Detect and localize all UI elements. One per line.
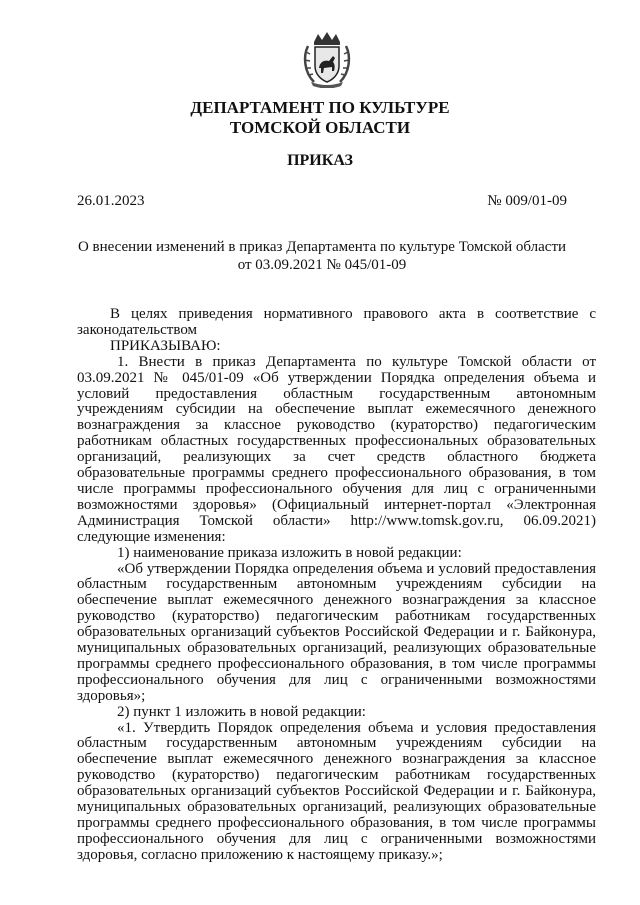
tomsk-coat-of-arms-icon (302, 30, 352, 88)
department-title-line1: ДЕПАРТАМЕНТ ПО КУЛЬТУРЕ (190, 98, 450, 117)
department-title-line2: ТОМСКОЙ ОБЛАСТИ (229, 118, 411, 137)
subitem-1-label: 1) наименование приказа изложить в новой редакции: (117, 544, 462, 561)
subitem-2-text: «1. Утвердить Порядок определения объема и условия предоставления областным государственным автономным учреждениям субсидии на обеспечение выплат ежемесячного денежного вознаграждения за классное руководство (кураторство) педагогическим работникам государственных образовательных организаций субъектов Российской Федерации и г. Байконура, муниципальных образовательных организаций, реализующих образовательные программы среднего профессионального образования, в том числе программы профессионального обучения для лиц с ограниченными возможностями здоровья, согласно приложению к настоящему приказу.»; (77, 719, 596, 863)
subitem-2-label: 2) пункт 1 изложить в новой редакции: (117, 703, 366, 720)
document-type: ПРИКАЗ (287, 152, 353, 169)
intro-paragraph: В целях приведения нормативного правового акта в соответствие с законодательством (77, 306, 596, 338)
order-number: № 009/01-09 (487, 193, 567, 209)
order-date: 26.01.2023 (77, 193, 145, 209)
order-body (77, 307, 596, 864)
subject-line2: от 03.09.2021 № 045/01-09 (237, 257, 407, 273)
subject-line1: О внесении изменений в приказ Департамента по культуре Томской области (77, 239, 567, 255)
order-word: ПРИКАЗЫВАЮ: (110, 337, 221, 354)
subitem-1-text: «Об утверждении Порядка определения объема и условий предоставления областным государственным автономным учреждениям субсидии на обеспечение выплат ежемесячного денежного вознаграждения за классное руководство (кураторство) педагогическим работникам государственных образовательных организаций субъектов Российской Федерации и г. Байконура, муниципальных образовательных организаций, реализующих образовательные программы среднего профессионального образования, в том числе программы профессионального обучения для лиц с ограниченными возможностями здоровья»; (77, 560, 596, 704)
item-1-paragraph: 1. Внести в приказ Департамента по культуре Томской области от 03.09.2021 № 045/01-09 «Об утверждении Порядка определения объема и условий предоставления областным государственным автономным учреждениям субсидии на обеспечение выплат ежемесячного денежного вознаграждения за классное руководство (кураторство) педагогическим работникам областных государственных профессиональных образовательных организаций, реализующих за счет средств областного бюджета образовательные программы среднего профессионального образования, в том числе программы профессионального обучения для лиц с ограниченными возможностями здоровья» (Официальный интернет-портал «Электронная Администрация Томской области» http://www.tomsk.gov.ru, 06.09.2021) следующие изменения: (77, 353, 596, 545)
